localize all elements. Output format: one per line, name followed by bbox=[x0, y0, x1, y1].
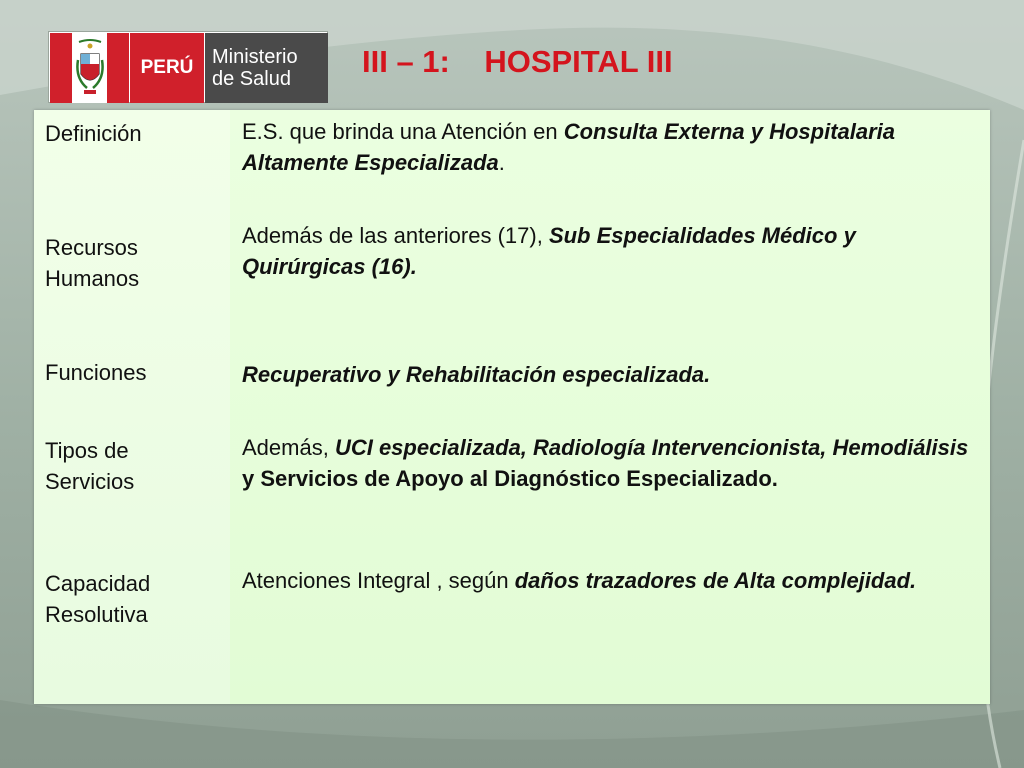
value-capacidad-resolutiva: Atenciones Integral , según daños trazadores de Alta complejidad. bbox=[242, 568, 917, 593]
value-recursos-humanos: Además de las anteriores (17), Sub Especialidades Médico y Quirúrgicas (16). bbox=[242, 223, 856, 279]
slide-title: III – 1: HOSPITAL III bbox=[362, 44, 673, 79]
logo-country: PERÚ bbox=[130, 33, 204, 103]
logo-ministry bbox=[205, 33, 328, 103]
label-tipos-servicios: Tipos de Servicios bbox=[45, 438, 135, 494]
value-tipos-servicios: Además, UCI especializada, Radiología Intervencionista, Hemodiálisis y Servicios de Apoyo al Diagnóstico Especializado. bbox=[242, 435, 969, 491]
info-table bbox=[34, 110, 990, 704]
ministry-logo bbox=[48, 31, 328, 103]
label-definicion: Definición bbox=[45, 121, 142, 146]
logo-ministry-line2: de Salud bbox=[212, 68, 291, 90]
value-column bbox=[230, 110, 990, 704]
logo-ministry-line1: Ministerio bbox=[212, 46, 298, 68]
label-capacidad-resolutiva: Capacidad Resolutiva bbox=[45, 571, 151, 627]
label-recursos-humanos: Recursos Humanos bbox=[45, 235, 140, 291]
coat-of-arms-icon bbox=[75, 38, 105, 98]
flag-stripe-right bbox=[107, 33, 129, 103]
value-definicion: E.S. que brinda una Atención en Consulta Externa y Hospitalaria Altamente Especializada. bbox=[242, 119, 896, 175]
value-funciones: Recuperativo y Rehabilitación especializada. bbox=[242, 362, 711, 387]
label-funciones: Funciones bbox=[45, 360, 147, 385]
flag-stripe-left bbox=[50, 33, 72, 103]
label-column bbox=[34, 110, 230, 704]
